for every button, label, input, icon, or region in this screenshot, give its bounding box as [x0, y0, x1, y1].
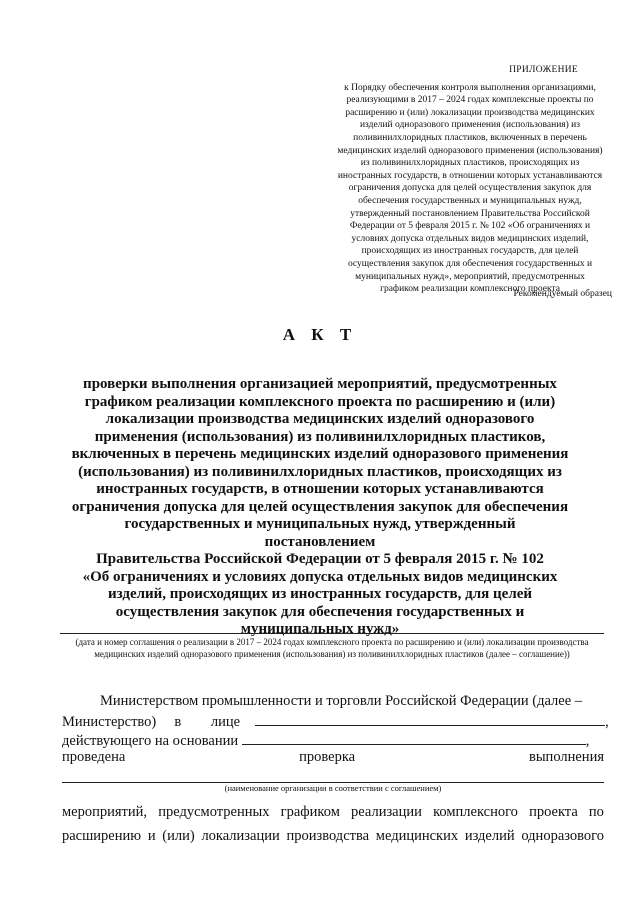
paragraph-word: одноразового: [521, 828, 604, 844]
act-title-line: осуществления закупок для обеспечения государственных и: [115, 603, 525, 620]
paragraph-word: производства: [286, 828, 370, 844]
appendix-line: ограничения допуска для целей осуществления закупок для: [348, 183, 592, 194]
paragraph-word: предусмотренных: [158, 804, 270, 820]
appendix-line: обеспечения государственных и муниципальных нужд,: [358, 195, 582, 206]
body-word: выполнения: [528, 749, 604, 765]
paragraph-word: изделий: [464, 828, 515, 844]
appendix-line: поливинилхлоридных пластиков, включенных в перечень: [353, 132, 587, 143]
body-word: действующего: [62, 733, 152, 749]
body-word: на: [154, 733, 170, 749]
appendix-line: расширению и (или) локализации производства медицинских: [345, 107, 595, 118]
act-title-line: иностранных государств, в отношении которых устанавливаются: [96, 481, 544, 497]
basis-blank: [242, 731, 586, 745]
act-title: [70, 376, 570, 639]
body-line-4: [62, 749, 604, 766]
appendix-line: происходящих из иностранных государств, для целей: [361, 246, 579, 257]
appendix-line: условиях допуска отдельных видов медицинских изделий,: [351, 233, 589, 244]
paragraph-word: проекта: [529, 804, 578, 820]
act-title-line: графиком реализации комплексного проекта по расширению и (или): [84, 393, 556, 410]
act-title-line: (использования) из поливинилхлоридных пластиков, происходящих из: [78, 463, 562, 480]
appendix-line: изделий одноразового применения (использования) из: [359, 120, 581, 131]
paragraph-word: реализации: [351, 804, 422, 820]
paragraph-line: [62, 800, 604, 824]
act-title-line: муниципальных нужд»: [240, 621, 400, 637]
appendix-line: графиком реализации комплексного проекта: [380, 284, 560, 295]
act-title-line: включенных в перечень медицинских изделий одноразового применения: [71, 446, 569, 462]
body-line-2: [62, 712, 609, 731]
agreement-underline: [60, 633, 604, 634]
paragraph-word: (или): [162, 828, 195, 844]
act-title-line: государственных и муниципальных нужд, утвержденный постановлением: [124, 516, 516, 550]
appendix-line: из поливинилхлоридных пластиков, происходящих из: [360, 158, 580, 169]
act-title-line: ограничения допуска для целей осуществления закупок для обеспечения: [71, 498, 569, 515]
appendix-title: ПРИЛОЖЕНИЕ: [509, 65, 578, 75]
paragraph-word: по: [588, 804, 604, 820]
body-word: в: [174, 714, 182, 730]
agreement-caption: (дата и номер соглашения о реализации в 2017 – 2024 годах комплексного проекта по расширению и (или) локализации производства медицинских изделий одноразового применения (использования) из поливинилхлоридных пластиков (далее – соглашение)): [75, 637, 589, 659]
paragraph-word: и: [147, 828, 156, 844]
appendix-line: муниципальных нужд», мероприятий, предусмотренных: [355, 271, 585, 282]
act-title-line: Правительства Российской Федерации от 5 февраля 2015 г. № 102: [96, 551, 544, 567]
act-title-line: изделий, происходящих из иностранных государств, для целей: [107, 586, 533, 602]
body-word: основании: [172, 733, 239, 749]
appendix-line: медицинских изделий одноразового применения (использования): [337, 145, 603, 156]
body-paragraph: [62, 800, 604, 848]
act-title-line: локализации производства медицинских изделий одноразового: [105, 411, 535, 427]
comma: ,: [605, 714, 609, 730]
appendix-header: [330, 64, 610, 296]
representative-blank: [255, 712, 605, 726]
act-title-line: «Об ограничениях и условиях допуска отдельных видов медицинских: [82, 568, 558, 585]
comma: ,: [585, 733, 590, 749]
act-heading: А К Т: [282, 325, 358, 344]
body-word: Министерство): [62, 714, 157, 730]
paragraph-line: [62, 824, 604, 848]
appendix-line: Федерации от 5 февраля 2015 г. № 102 «Об ограничениях и: [349, 221, 591, 232]
appendix-line: реализующими в 2017 – 2024 годах комплексные проекты по: [346, 95, 594, 106]
appendix-line: иностранных государств, в отношении которых устанавливаются: [337, 170, 603, 181]
paragraph-word: локализации: [201, 828, 280, 844]
appendix-line: к Порядку обеспечения контроля выполнения организациями,: [344, 82, 596, 93]
appendix-line: утвержденный постановлением Правительства Российской: [350, 208, 590, 219]
appendix-line: осуществления закупок для обеспечения государственных и: [347, 258, 593, 269]
paragraph-word: комплексного: [433, 804, 518, 820]
body-word: проведена: [62, 749, 126, 765]
body-line-1: Министерством промышленности и торговли Российской Федерации (далее –: [100, 693, 583, 709]
paragraph-word: графиком: [280, 804, 340, 820]
body-word: проверка: [299, 749, 356, 765]
body-word: лице: [210, 714, 241, 730]
sample-label: Рекомендуемый образец: [513, 289, 612, 299]
paragraph-word: расширению: [62, 828, 142, 844]
organization-caption: (наименование организации в соответствии с соглашением): [224, 783, 442, 793]
paragraph-word: мероприятий,: [62, 804, 148, 820]
act-title-line: проверки выполнения организацией мероприятий, предусмотренных: [83, 376, 557, 392]
paragraph-word: медицинских: [375, 828, 459, 844]
body-line-3: [62, 731, 604, 750]
act-title-line: применения (использования) из поливинилхлоридных пластиков,: [94, 428, 546, 445]
